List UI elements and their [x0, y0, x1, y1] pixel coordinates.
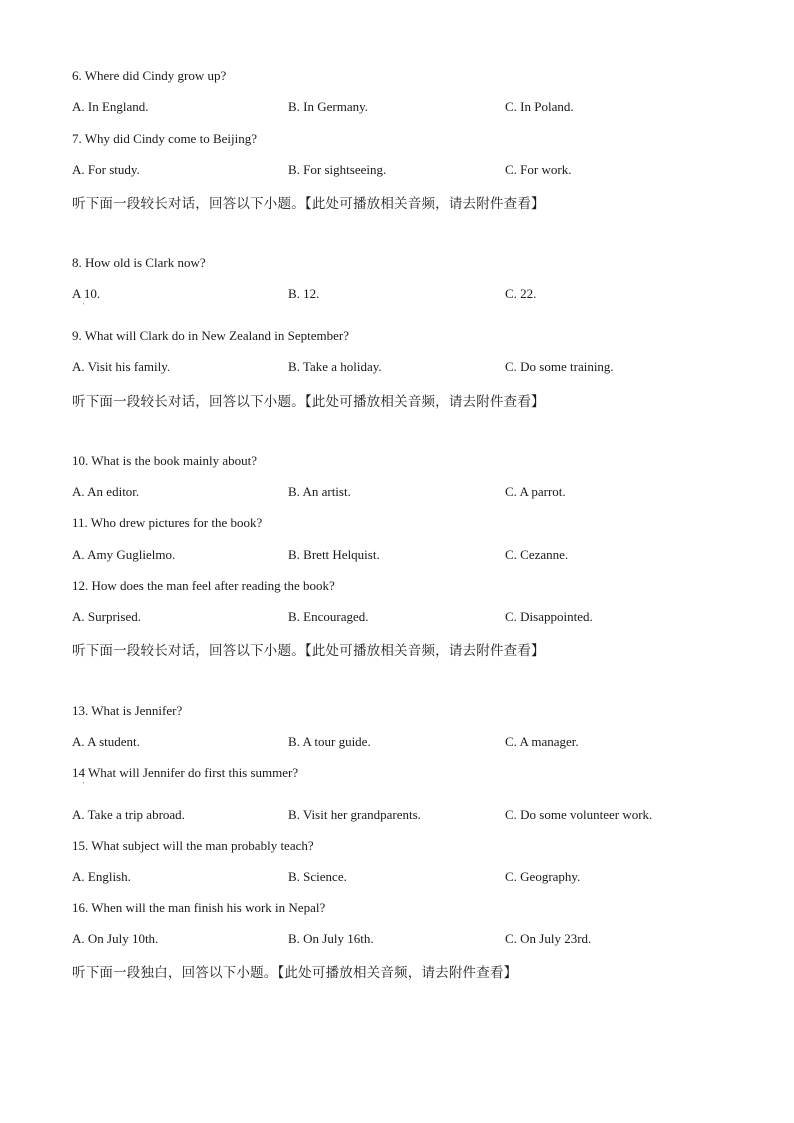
q10-option-b: B. An artist.: [288, 484, 351, 499]
question-12: 12. How does the man feel after reading the book?: [72, 578, 335, 593]
audio-instruction-3: 听下面一段较长对话，回答以下小题。【此处可播放相关音频，请去附件查看】: [72, 643, 545, 659]
q14-option-c: C. Do some volunteer work.: [505, 807, 653, 822]
q7-option-a: A. For study.: [72, 162, 140, 177]
q13-option-c: C. A manager.: [505, 734, 579, 749]
q15-option-c: C. Geography.: [505, 869, 581, 884]
q16-option-b: B. On July 16th.: [288, 931, 374, 946]
q8-option-c: C. 22.: [505, 286, 537, 301]
q15-option-a: A. English.: [72, 869, 131, 884]
q12-option-b: B. Encouraged.: [288, 609, 369, 624]
question-16: 16. When will the man finish his work in Nepal?: [72, 900, 326, 915]
question-10: 10. What is the book mainly about?: [72, 453, 257, 468]
question-14: 14 What will Jennifer do first this summer?: [72, 765, 299, 780]
q14-option-b: B. Visit her grandparents.: [288, 807, 421, 822]
audio-instruction-2: 听下面一段较长对话，回答以下小题。【此处可播放相关音频，请去附件查看】: [72, 394, 545, 410]
q6-option-a: A. In England.: [72, 99, 149, 114]
q8-option-b: B. 12.: [288, 286, 320, 301]
q10-option-c: C. A parrot.: [505, 484, 566, 499]
q12-option-a: A. Surprised.: [72, 609, 141, 624]
q16-option-c: C. On July 23rd.: [505, 931, 592, 946]
q7-option-b: B. For sightseeing.: [288, 162, 387, 177]
q6-option-b: B. In Germany.: [288, 99, 369, 114]
q7-option-c: C. For work.: [505, 162, 572, 177]
q6-option-c: C. In Poland.: [505, 99, 574, 114]
q9-option-b: B. Take a holiday.: [288, 359, 382, 374]
question-7: 7. Why did Cindy come to Beijing?: [72, 131, 257, 146]
q10-option-a: A. An editor.: [72, 484, 140, 499]
audio-instruction-1: 听下面一段较长对话，回答以下小题。【此处可播放相关音频，请去附件查看】: [72, 196, 545, 212]
audio-instruction-4: 听下面一段独白，回答以下小题。【此处可播放相关音频，请去附件查看】: [72, 965, 518, 981]
question-15: 15. What subject will the man probably teach?: [72, 838, 314, 853]
q11-option-c: C. Cezanne.: [505, 547, 569, 562]
q13-option-b: B. A tour guide.: [288, 734, 371, 749]
q9-option-a: A. Visit his family.: [72, 359, 171, 374]
stray-mark: ': [83, 303, 85, 309]
q8-option-a: A 10.: [72, 286, 101, 301]
question-13: 13. What is Jennifer?: [72, 703, 183, 718]
q13-option-a: A. A student.: [72, 734, 140, 749]
q12-option-c: C. Disappointed.: [505, 609, 593, 624]
q9-option-c: C. Do some training.: [505, 359, 614, 374]
question-9: 9. What will Clark do in New Zealand in September?: [72, 328, 350, 343]
q11-option-b: B. Brett Helquist.: [288, 547, 380, 562]
q14-option-a: A. Take a trip abroad.: [72, 807, 185, 822]
question-8: 8. How old is Clark now?: [72, 255, 206, 270]
stray-mark: ': [83, 782, 85, 788]
q16-option-a: A. On July 10th.: [72, 931, 159, 946]
q11-option-a: A. Amy Guglielmo.: [72, 547, 176, 562]
question-6: 6. Where did Cindy grow up?: [72, 68, 227, 83]
question-11: 11. Who drew pictures for the book?: [72, 515, 263, 530]
q15-option-b: B. Science.: [288, 869, 347, 884]
